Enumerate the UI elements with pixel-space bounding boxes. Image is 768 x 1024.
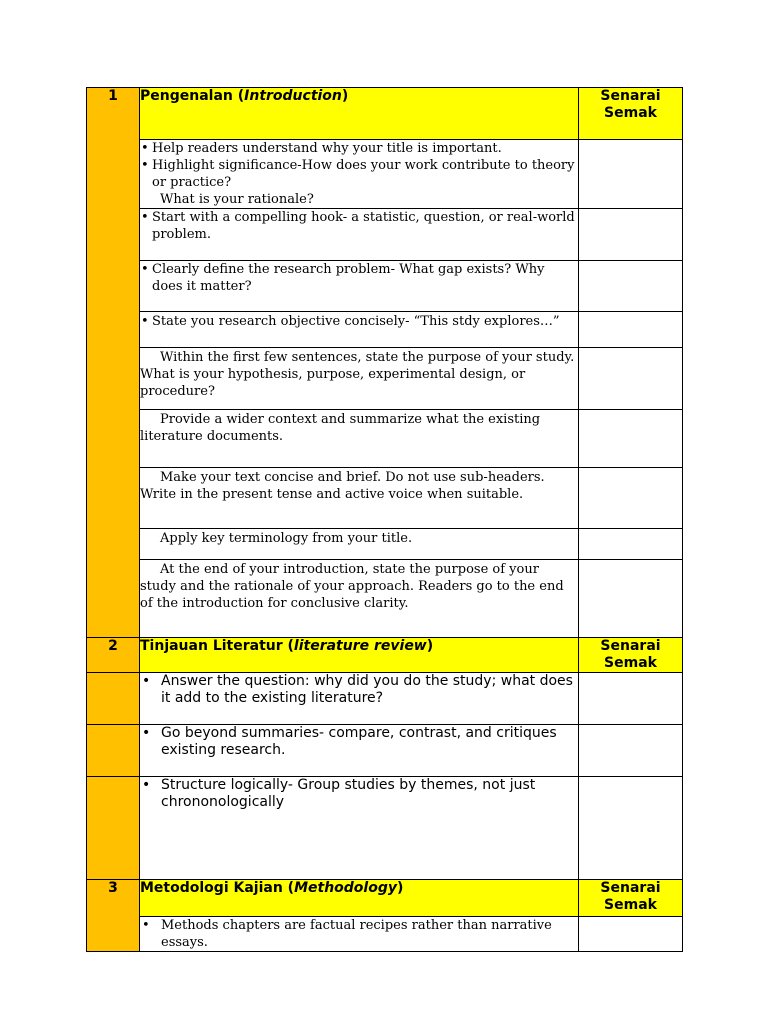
table-row [87, 140, 683, 209]
check-cell[interactable] [579, 209, 683, 261]
checklist-item [140, 673, 579, 725]
bullet-icon: • [142, 725, 151, 741]
bullet-icon: • [141, 158, 149, 173]
check-cell[interactable] [579, 410, 683, 468]
section-number: 2 [87, 638, 140, 673]
list-item: • Highlight significance-How does your work contribute to theory or practice? [141, 158, 575, 190]
bullet-icon: • [141, 314, 149, 329]
list-item: • Clearly define the research problem- What gap exists? Why does it matter? [141, 262, 545, 294]
checklist-item: Within the first few sentences, state the purpose of your study. What is your hypothesis, purpose, experimental design, or procedure? [140, 348, 579, 410]
list-item: • Start with a compelling hook- a statistic, question, or real-world problem. [141, 210, 575, 242]
bullet-icon: • [142, 673, 151, 689]
table-row [87, 261, 683, 312]
bullet-icon: • [142, 777, 151, 793]
section-title: Tinjauan Literatur (literature review) [140, 638, 579, 673]
checklist-item: Apply key terminology from your title. [140, 529, 579, 560]
section-header-row [87, 880, 683, 917]
item-text: What is your rationale? [160, 192, 314, 207]
check-cell[interactable] [579, 529, 683, 560]
section-header-row [87, 638, 683, 673]
table-row [87, 468, 683, 529]
checklist-item: Make your text concise and brief. Do not use sub-headers. Write in the present tense and active voice when suitable. [140, 468, 579, 529]
list-item: • Structure logically- Group studies by themes, not just chrononologically [142, 777, 536, 810]
section-number: 3 [87, 880, 140, 952]
checklist-item: At the end of your introduction, state the purpose of your study and the rationale of your approach. Readers go to the end of the introduction for conclusive clarity. [140, 560, 579, 638]
bullet-icon: • [141, 141, 149, 156]
table-row [87, 917, 683, 952]
checklist-item [140, 917, 579, 952]
check-cell[interactable] [579, 348, 683, 410]
checklist-header: Senarai Semak [579, 638, 683, 673]
section-number-cell [87, 777, 140, 880]
checklist-item [140, 312, 579, 348]
checklist-item: Provide a wider context and summarize what the existing literature documents. [140, 410, 579, 468]
table-row [87, 312, 683, 348]
section-number: 1 [87, 88, 140, 638]
bullet-icon: • [141, 210, 149, 225]
check-cell[interactable] [579, 777, 683, 880]
checklist-header: Senarai Semak [579, 880, 683, 917]
section-title: Metodologi Kajian (Methodology) [140, 880, 579, 917]
checklist-item [140, 209, 579, 261]
checklist-item [140, 777, 579, 880]
bullet-icon: • [142, 918, 150, 933]
list-item: • Methods chapters are factual recipes rather than narrative essays. [142, 918, 552, 950]
check-cell[interactable] [579, 560, 683, 638]
check-cell[interactable] [579, 468, 683, 529]
check-cell[interactable] [579, 312, 683, 348]
list-item: • State you research objective concisely- “This stdy explores…” [141, 314, 560, 329]
check-cell[interactable] [579, 140, 683, 209]
table-row [87, 209, 683, 261]
list-item: • Go beyond summaries- compare, contrast, and critiques existing research. [142, 725, 557, 758]
check-cell[interactable] [579, 917, 683, 952]
table-row [87, 673, 683, 725]
checklist-table [86, 87, 683, 952]
checklist-item [140, 261, 579, 312]
checklist-item [140, 725, 579, 777]
table-row [87, 529, 683, 560]
check-cell[interactable] [579, 673, 683, 725]
section-header-row [87, 88, 683, 140]
check-cell[interactable] [579, 725, 683, 777]
table-row [87, 410, 683, 468]
table-row [87, 560, 683, 638]
section-number-cell [87, 673, 140, 725]
table-row [87, 348, 683, 410]
bullet-icon: • [141, 262, 149, 277]
checklist-header: Senarai Semak [579, 88, 683, 140]
check-cell[interactable] [579, 261, 683, 312]
list-item: • Answer the question: why did you do the study; what does it add to the existing literature? [142, 673, 573, 706]
checklist-item [140, 140, 579, 209]
table-row [87, 725, 683, 777]
table-row [87, 777, 683, 880]
section-title: Pengenalan (Introduction) [140, 88, 579, 140]
list-item: • Help readers understand why your title is important. [141, 141, 502, 156]
section-number-cell [87, 725, 140, 777]
